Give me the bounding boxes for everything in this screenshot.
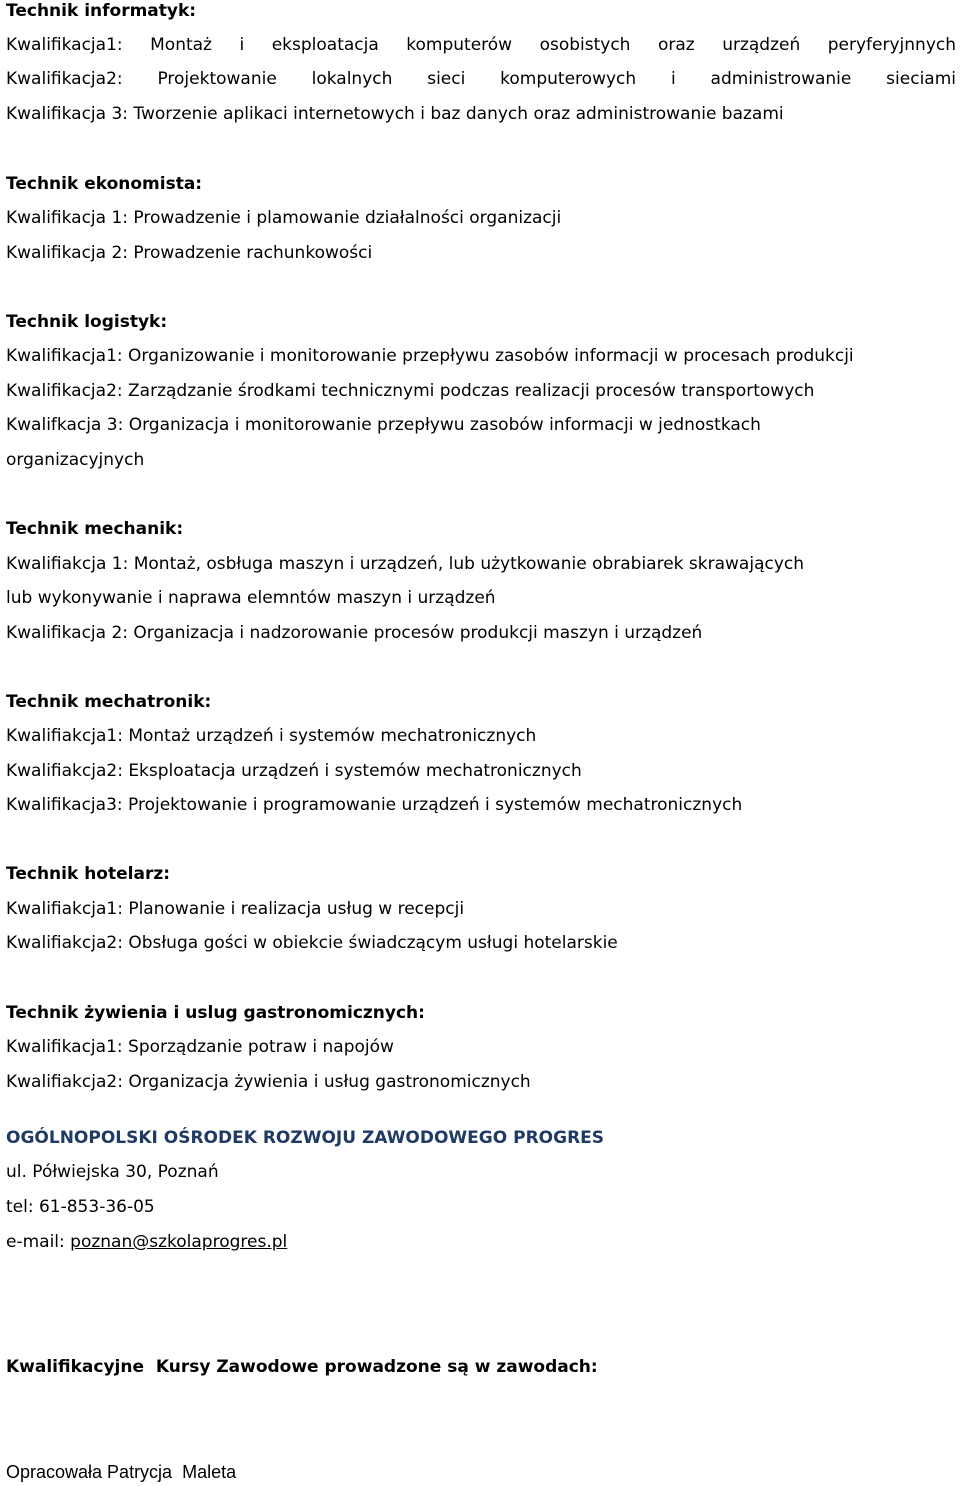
qualification-line: Kwalifikacja 1: Prowadzenie i plamowanie działalności organizacji xyxy=(6,208,562,228)
qualification-line: Kwalifiakcja1: Planowanie i realizacja usług w recepcji xyxy=(6,899,465,919)
qualification-line: Kwalifkacja 3: Organizacja i monitorowanie przepływu zasobów informacji w jednostkach xyxy=(6,415,761,435)
qualification-line: Kwalifiakcja1: Montaż urządzeń i systemów mechatronicznych xyxy=(6,726,537,746)
section-title-ekonomista: Technik ekonomista: xyxy=(6,174,203,194)
qualification-line: Kwalifikacja1: Sporządzanie potraw i napojów xyxy=(6,1037,394,1057)
section-title-hotelarz: Technik hotelarz: xyxy=(6,864,171,884)
courses-heading: Kwalifikacyjne Kursy Zawodowe prowadzone są w zawodach: xyxy=(6,1357,598,1377)
section-title-logistyk: Technik logistyk: xyxy=(6,312,168,332)
organization-address: ul. Półwiejska 30, Poznań xyxy=(6,1162,219,1182)
qualification-line: Kwalifikacja1: Montaż i eksploatacja komputerów osobistych oraz urządzeń peryferyjnnych xyxy=(6,35,956,55)
qualification-line: organizacyjnych xyxy=(6,450,145,470)
qualification-line: Kwalifikacja3: Projektowanie i programowanie urządzeń i systemów mechatronicznych xyxy=(6,795,743,815)
organization-phone: tel: 61-853-36-05 xyxy=(6,1197,155,1217)
section-title-informatyk: Technik informatyk: xyxy=(6,1,197,21)
email-label: e-mail: xyxy=(6,1232,71,1252)
qualification-line: Kwalifiakcja 1: Montaż, osbługa maszyn i urządzeń, lub użytkowanie obrabiarek skrawających xyxy=(6,554,805,574)
email-link[interactable]: poznan@szkolaprogres.pl xyxy=(70,1232,288,1252)
qualification-line: Kwalifiakcja2: Organizacja żywienia i usług gastronomicznych xyxy=(6,1072,531,1092)
qualification-line: Kwalifiakcja2: Obsługa gości w obiekcie świadczącym usługi hotelarskie xyxy=(6,933,618,953)
section-title-mechanik: Technik mechanik: xyxy=(6,519,184,539)
qualification-line: Kwalifikacja2: Projektowanie lokalnych sieci komputerowych i administrowanie sieciami xyxy=(6,69,956,89)
organization-name: OGÓLNOPOLSKI OŚRODEK ROZWOJU ZAWODOWEGO PROGRES xyxy=(6,1128,605,1148)
section-title-mechatronik: Technik mechatronik: xyxy=(6,692,212,712)
qualification-line: lub wykonywanie i naprawa elemntów maszyn i urządzeń xyxy=(6,588,496,608)
qualification-line: Kwalifikacja 2: Prowadzenie rachunkowości xyxy=(6,243,373,263)
qualification-line: Kwalifikacja1: Organizowanie i monitorowanie przepływu zasobów informacji w procesach produkcji xyxy=(6,346,854,366)
author-footer: Opracowała Patrycja Maleta xyxy=(6,1462,237,1482)
qualification-line: Kwalifikacja 3: Tworzenie aplikaci internetowych i baz danych oraz administrowanie bazami xyxy=(6,104,784,124)
organization-email-row xyxy=(6,1231,287,1253)
qualification-line: Kwalifikacja 2: Organizacja i nadzorowanie procesów produkcji maszyn i urządzeń xyxy=(6,623,703,643)
qualification-line: Kwalifikacja2: Zarządzanie środkami technicznymi podczas realizacji procesów transportowych xyxy=(6,381,815,401)
section-title-zywienie: Technik żywienia i uslug gastronomicznych: xyxy=(6,1003,425,1023)
qualification-line: Kwalifiakcja2: Eksploatacja urządzeń i systemów mechatronicznych xyxy=(6,761,582,781)
